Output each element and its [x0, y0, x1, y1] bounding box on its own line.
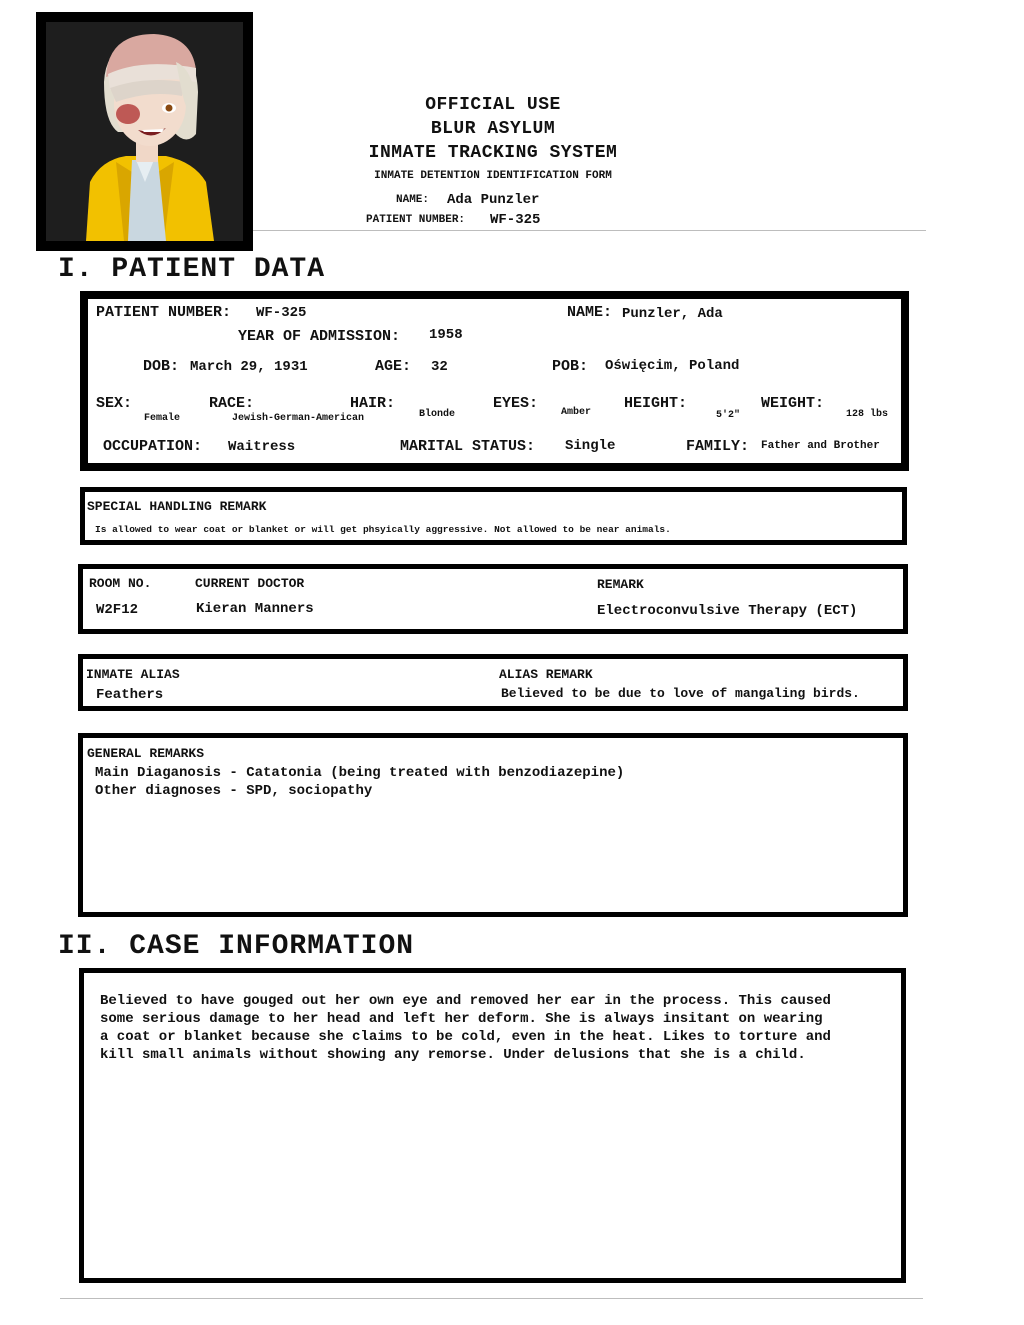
form-title: INMATE DETENTION IDENTIFICATION FORM [374, 170, 612, 182]
marital-label: MARITAL STATUS: [400, 438, 536, 455]
pob-label: POB: [552, 358, 589, 375]
section-case-information-title: II. CASE INFORMATION [58, 931, 415, 962]
header-asylum-name: BLUR ASYLUM [430, 119, 556, 139]
occupation-label: OCCUPATION: [103, 438, 203, 455]
patient-number-value: WF-325 [256, 305, 307, 321]
case-information-line-2: some serious damage to her head and left her deform. She is always insitant on wearing [100, 1011, 823, 1027]
race-label: RACE: [209, 395, 255, 412]
dob-value: March 29, 1931 [190, 359, 308, 375]
height-value: 5'2" [716, 410, 741, 421]
room-value: W2F12 [96, 602, 139, 618]
general-remarks-box [78, 733, 908, 917]
header-patient-number-label: PATIENT NUMBER: [366, 214, 466, 226]
alias-remark-label: ALIAS REMARK [499, 667, 593, 682]
patient-number-label: PATIENT NUMBER: [96, 304, 232, 321]
case-information-line-4: kill small animals without showing any remorse. Under delusions that she is a child. [100, 1047, 806, 1063]
special-handling-label: SPECIAL HANDLING REMARK [87, 499, 267, 514]
occupation-value: Waitress [228, 439, 296, 455]
doctor-label: CURRENT DOCTOR [195, 576, 305, 591]
dob-label: DOB: [143, 358, 180, 375]
sex-label: SEX: [96, 395, 133, 412]
portrait-illustration [46, 22, 243, 241]
room-box [78, 564, 908, 634]
header-official-use: OFFICIAL USE [425, 95, 561, 115]
case-information-box [79, 968, 906, 1283]
pob-value: Oświęcim, Poland [605, 358, 740, 374]
name-label: NAME: [567, 304, 613, 321]
age-label: AGE: [375, 358, 412, 375]
family-value: Father and Brother [761, 440, 880, 452]
case-information-line-1: Believed to have gouged out her own eye and removed her ear in the process. This caused [100, 993, 831, 1009]
race-value: Jewish-German-American [232, 413, 365, 424]
sex-value: Female [144, 413, 181, 424]
height-label: HEIGHT: [624, 395, 688, 412]
special-handling-text: Is allowed to wear coat or blanket or will get phsyically aggressive. Not allowed to be near animals. [95, 524, 671, 535]
remark-value: Electroconvulsive Therapy (ECT) [597, 603, 858, 619]
age-value: 32 [431, 359, 448, 375]
header-system-name: INMATE TRACKING SYSTEM [368, 143, 618, 163]
header-divider [253, 230, 926, 231]
eyes-value: Amber [561, 407, 592, 418]
footer-divider [60, 1298, 923, 1299]
case-information-line-3: a coat or blanket because she claims to be cold, even in the heat. Likes to torture and [100, 1029, 831, 1045]
special-handling-box [80, 487, 907, 545]
admission-label: YEAR OF ADMISSION: [238, 328, 401, 345]
alias-value: Feathers [96, 687, 164, 703]
doctor-value: Kieran Manners [196, 601, 314, 617]
admission-value: 1958 [429, 327, 463, 343]
eyes-label: EYES: [493, 395, 539, 412]
general-remarks-line-1: Main Diaganosis - Catatonia (being treated with benzodiazepine) [95, 765, 625, 781]
hair-value: Blonde [419, 409, 456, 420]
alias-remark-value: Believed to be due to love of mangaling birds. [501, 686, 860, 701]
room-label: ROOM NO. [89, 576, 152, 591]
header-name-label: NAME: [396, 194, 430, 206]
marital-value: Single [565, 438, 616, 454]
alias-box [78, 654, 908, 711]
general-remarks-label: GENERAL REMARKS [87, 746, 205, 761]
header-patient-number-value: WF-325 [490, 212, 541, 228]
weight-value: 128 lbs [846, 409, 889, 420]
family-label: FAMILY: [686, 438, 750, 455]
hair-label: HAIR: [350, 395, 396, 412]
remark-label: REMARK [597, 577, 644, 592]
weight-label: WEIGHT: [761, 395, 825, 412]
patient-portrait [36, 12, 253, 251]
name-value: Punzler, Ada [622, 306, 723, 322]
general-remarks-line-2: Other diagnoses - SPD, sociopathy [95, 783, 373, 799]
alias-label: INMATE ALIAS [86, 667, 180, 682]
section-patient-data-title: I. PATIENT DATA [58, 254, 326, 285]
header-name-value: Ada Punzler [447, 192, 540, 208]
patient-data-box [80, 291, 909, 471]
